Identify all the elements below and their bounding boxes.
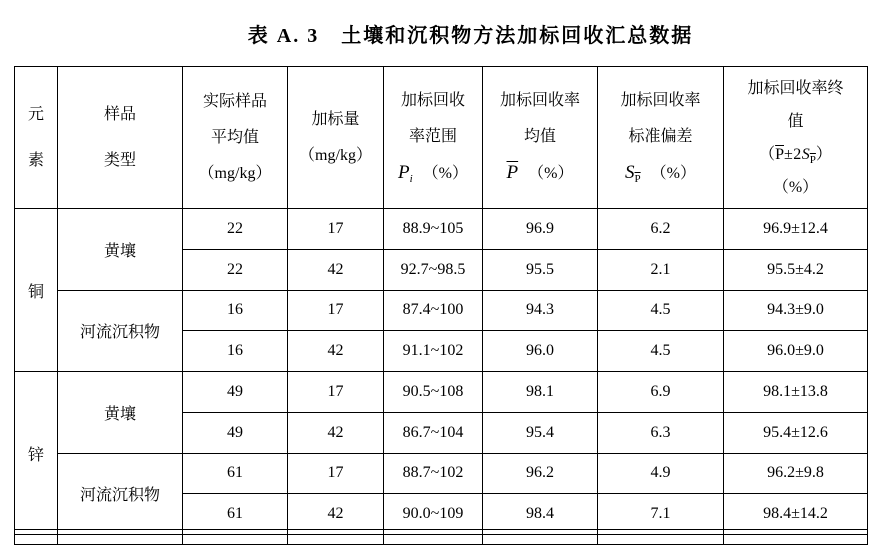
recovery-sd-cell: 2.1 (598, 249, 724, 290)
avg-value-cell: 16 (183, 331, 288, 372)
header-recovery-range (384, 67, 483, 209)
avg-value-cell: 61 (183, 453, 288, 494)
final-formula: $(\overline{P}\pm 2S_{\overline{P}})$ (759, 145, 832, 166)
recovery-range-cell: 88.7~102 (384, 453, 483, 494)
header-sample-type (58, 67, 183, 209)
header-avg-value-text: 实际样品 平均值 （mg/kg） (198, 92, 272, 182)
table-row (15, 209, 868, 250)
table-continuation-row (14, 529, 868, 545)
avg-value-cell: 49 (183, 412, 288, 453)
recovery-sd-cell: 6.9 (598, 372, 724, 413)
recovery-range-cell: 92.7~98.5 (384, 249, 483, 290)
avg-value-cell: 16 (183, 290, 288, 331)
element-cell: 锌 (15, 372, 58, 535)
recovery-final-cell: 96.2±9.8 (724, 453, 868, 494)
avg-value-cell: 22 (183, 209, 288, 250)
recovery-mean-cell: 95.5 (483, 249, 598, 290)
table-row (15, 290, 868, 331)
header-spike-amount (288, 67, 384, 209)
spike-amount-cell: 17 (288, 372, 384, 413)
header-element-text: 元 素 (27, 105, 44, 169)
header-recovery-sd (598, 67, 724, 209)
header-recovery-final-text: 加标回收率终 值 $(\overline{P}\pm 2S_{\overline{P}})$ （%） (724, 72, 867, 204)
recovery-mean-cell: 94.3 (483, 290, 598, 331)
table-row (15, 453, 868, 494)
header-sample-type-text: 样品 类型 (103, 105, 136, 169)
header-recovery-final (724, 67, 868, 209)
recovery-final-cell: 95.5±4.2 (724, 249, 868, 290)
recovery-final-cell: 98.1±13.8 (724, 372, 868, 413)
spike-amount-cell: 17 (288, 209, 384, 250)
recovery-sd-cell: 4.5 (598, 290, 724, 331)
header-recovery-mean-text: 加标回收率 均值 $\overline{P}$ （%） (483, 83, 597, 192)
recovery-sd-cell: 6.3 (598, 412, 724, 453)
recovery-summary-table (14, 66, 868, 535)
spike-amount-cell: 42 (288, 249, 384, 290)
element-cell: 铜 (15, 209, 58, 372)
spike-amount-cell: 42 (288, 494, 384, 535)
recovery-final-cell: 96.9±12.4 (724, 209, 868, 250)
header-recovery-range-text: 加标回收 率范围 $P_i$ （%） (384, 83, 482, 192)
pi-formula: $P_i$ （%） (397, 162, 468, 186)
recovery-mean-cell: 96.2 (483, 453, 598, 494)
avg-value-cell: 22 (183, 249, 288, 290)
sample-type-cell: 黄壤 (58, 209, 183, 291)
spike-amount-cell: 17 (288, 453, 384, 494)
header-element (15, 67, 58, 209)
recovery-final-cell: 95.4±12.6 (724, 412, 868, 453)
spike-amount-cell: 42 (288, 331, 384, 372)
sp-formula: $S_{\overline{P}}$ （%） (625, 162, 696, 186)
pbar-formula: $\overline{P}$ （%） (506, 162, 574, 183)
header-avg-value (183, 67, 288, 209)
sample-type-cell: 河流沉积物 (58, 453, 183, 535)
recovery-final-cell: 94.3±9.0 (724, 290, 868, 331)
table-row (15, 530, 868, 545)
recovery-mean-cell: 95.4 (483, 412, 598, 453)
recovery-range-cell: 91.1~102 (384, 331, 483, 372)
recovery-range-cell: 86.7~104 (384, 412, 483, 453)
header-spike-amount-text: 加标量 （mg/kg） (299, 110, 372, 164)
recovery-sd-cell: 4.5 (598, 331, 724, 372)
table-row (15, 372, 868, 413)
header-recovery-sd-text: 加标回收率 标准偏差 $S_{\overline{P}}$ （%） (598, 83, 723, 192)
spike-amount-cell: 17 (288, 290, 384, 331)
sample-type-cell: 河流沉积物 (58, 290, 183, 372)
header-recovery-mean (483, 67, 598, 209)
recovery-sd-cell: 7.1 (598, 494, 724, 535)
recovery-mean-cell: 96.0 (483, 331, 598, 372)
recovery-sd-cell: 4.9 (598, 453, 724, 494)
recovery-range-cell: 90.5~108 (384, 372, 483, 413)
recovery-mean-cell: 98.1 (483, 372, 598, 413)
recovery-final-cell: 96.0±9.0 (724, 331, 868, 372)
recovery-range-cell: 87.4~100 (384, 290, 483, 331)
recovery-range-cell: 90.0~109 (384, 494, 483, 535)
recovery-range-cell: 88.9~105 (384, 209, 483, 250)
avg-value-cell: 49 (183, 372, 288, 413)
recovery-mean-cell: 98.4 (483, 494, 598, 535)
table-title: 表 A. 3 土壤和沉积物方法加标回收汇总数据 (247, 25, 694, 47)
recovery-sd-cell: 6.2 (598, 209, 724, 250)
spike-amount-cell: 42 (288, 412, 384, 453)
sample-type-cell: 黄壤 (58, 372, 183, 454)
recovery-final-cell: 98.4±14.2 (724, 494, 868, 535)
recovery-mean-cell: 96.9 (483, 209, 598, 250)
header-row (15, 67, 868, 209)
avg-value-cell: 61 (183, 494, 288, 535)
